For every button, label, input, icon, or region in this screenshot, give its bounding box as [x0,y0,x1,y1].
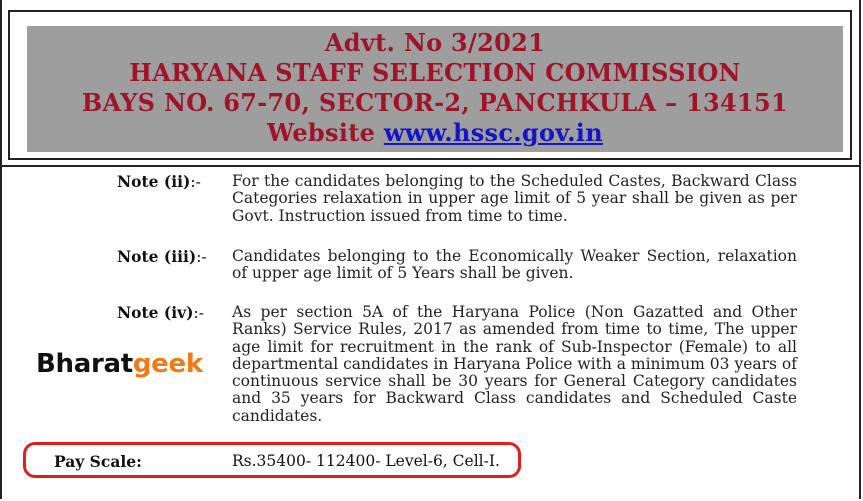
pay-scale-label: Pay Scale: [54,452,142,471]
website-prefix: Website [267,118,376,147]
advt-number: Advt. No 3/2021 [324,28,546,57]
note-label: Note (iv):- [117,303,204,322]
website-link[interactable]: www.hssc.gov.in [383,118,603,147]
commission-address: BAYS NO. 67-70, SECTOR-2, PANCHKULA – 134151 [81,88,789,117]
note-text: For the candidates belonging to the Scheduled Castes, Backward Class Categories relaxation in upper age limit of 5 year shall be given as per Govt. Instruction issued from time to time. [232,172,797,225]
section-divider [0,165,861,167]
header-banner [27,26,843,152]
bharatgeek-logo: Bharatgeek [36,349,203,379]
note-text: Candidates belonging to the Economically Weaker Section, relaxation of upper age limit of 5 Years shall be given. [232,247,797,283]
note-text: As per section 5A of the Haryana Police (Non Gazatted and Other Ranks) Service Rules, 2017 as amended from time to time, The upper age limit for recruitment in the rank of Sub-Inspector (Female) to all departmental candidates in Haryana Police with a minimum 03 years of continuous service shall be 30 years for General Category candidates and 35 years for Backward Class candidates and Scheduled Caste candidates. [232,303,797,425]
pay-scale-value: Rs.35400- 112400- Level-6, Cell-I. [232,452,500,470]
note-label: Note (iii):- [117,247,207,266]
advertisement-header [8,10,852,160]
website-line [27,118,843,148]
note-label: Note (ii):- [117,172,201,191]
commission-name: HARYANA STAFF SELECTION COMMISSION [129,58,741,87]
